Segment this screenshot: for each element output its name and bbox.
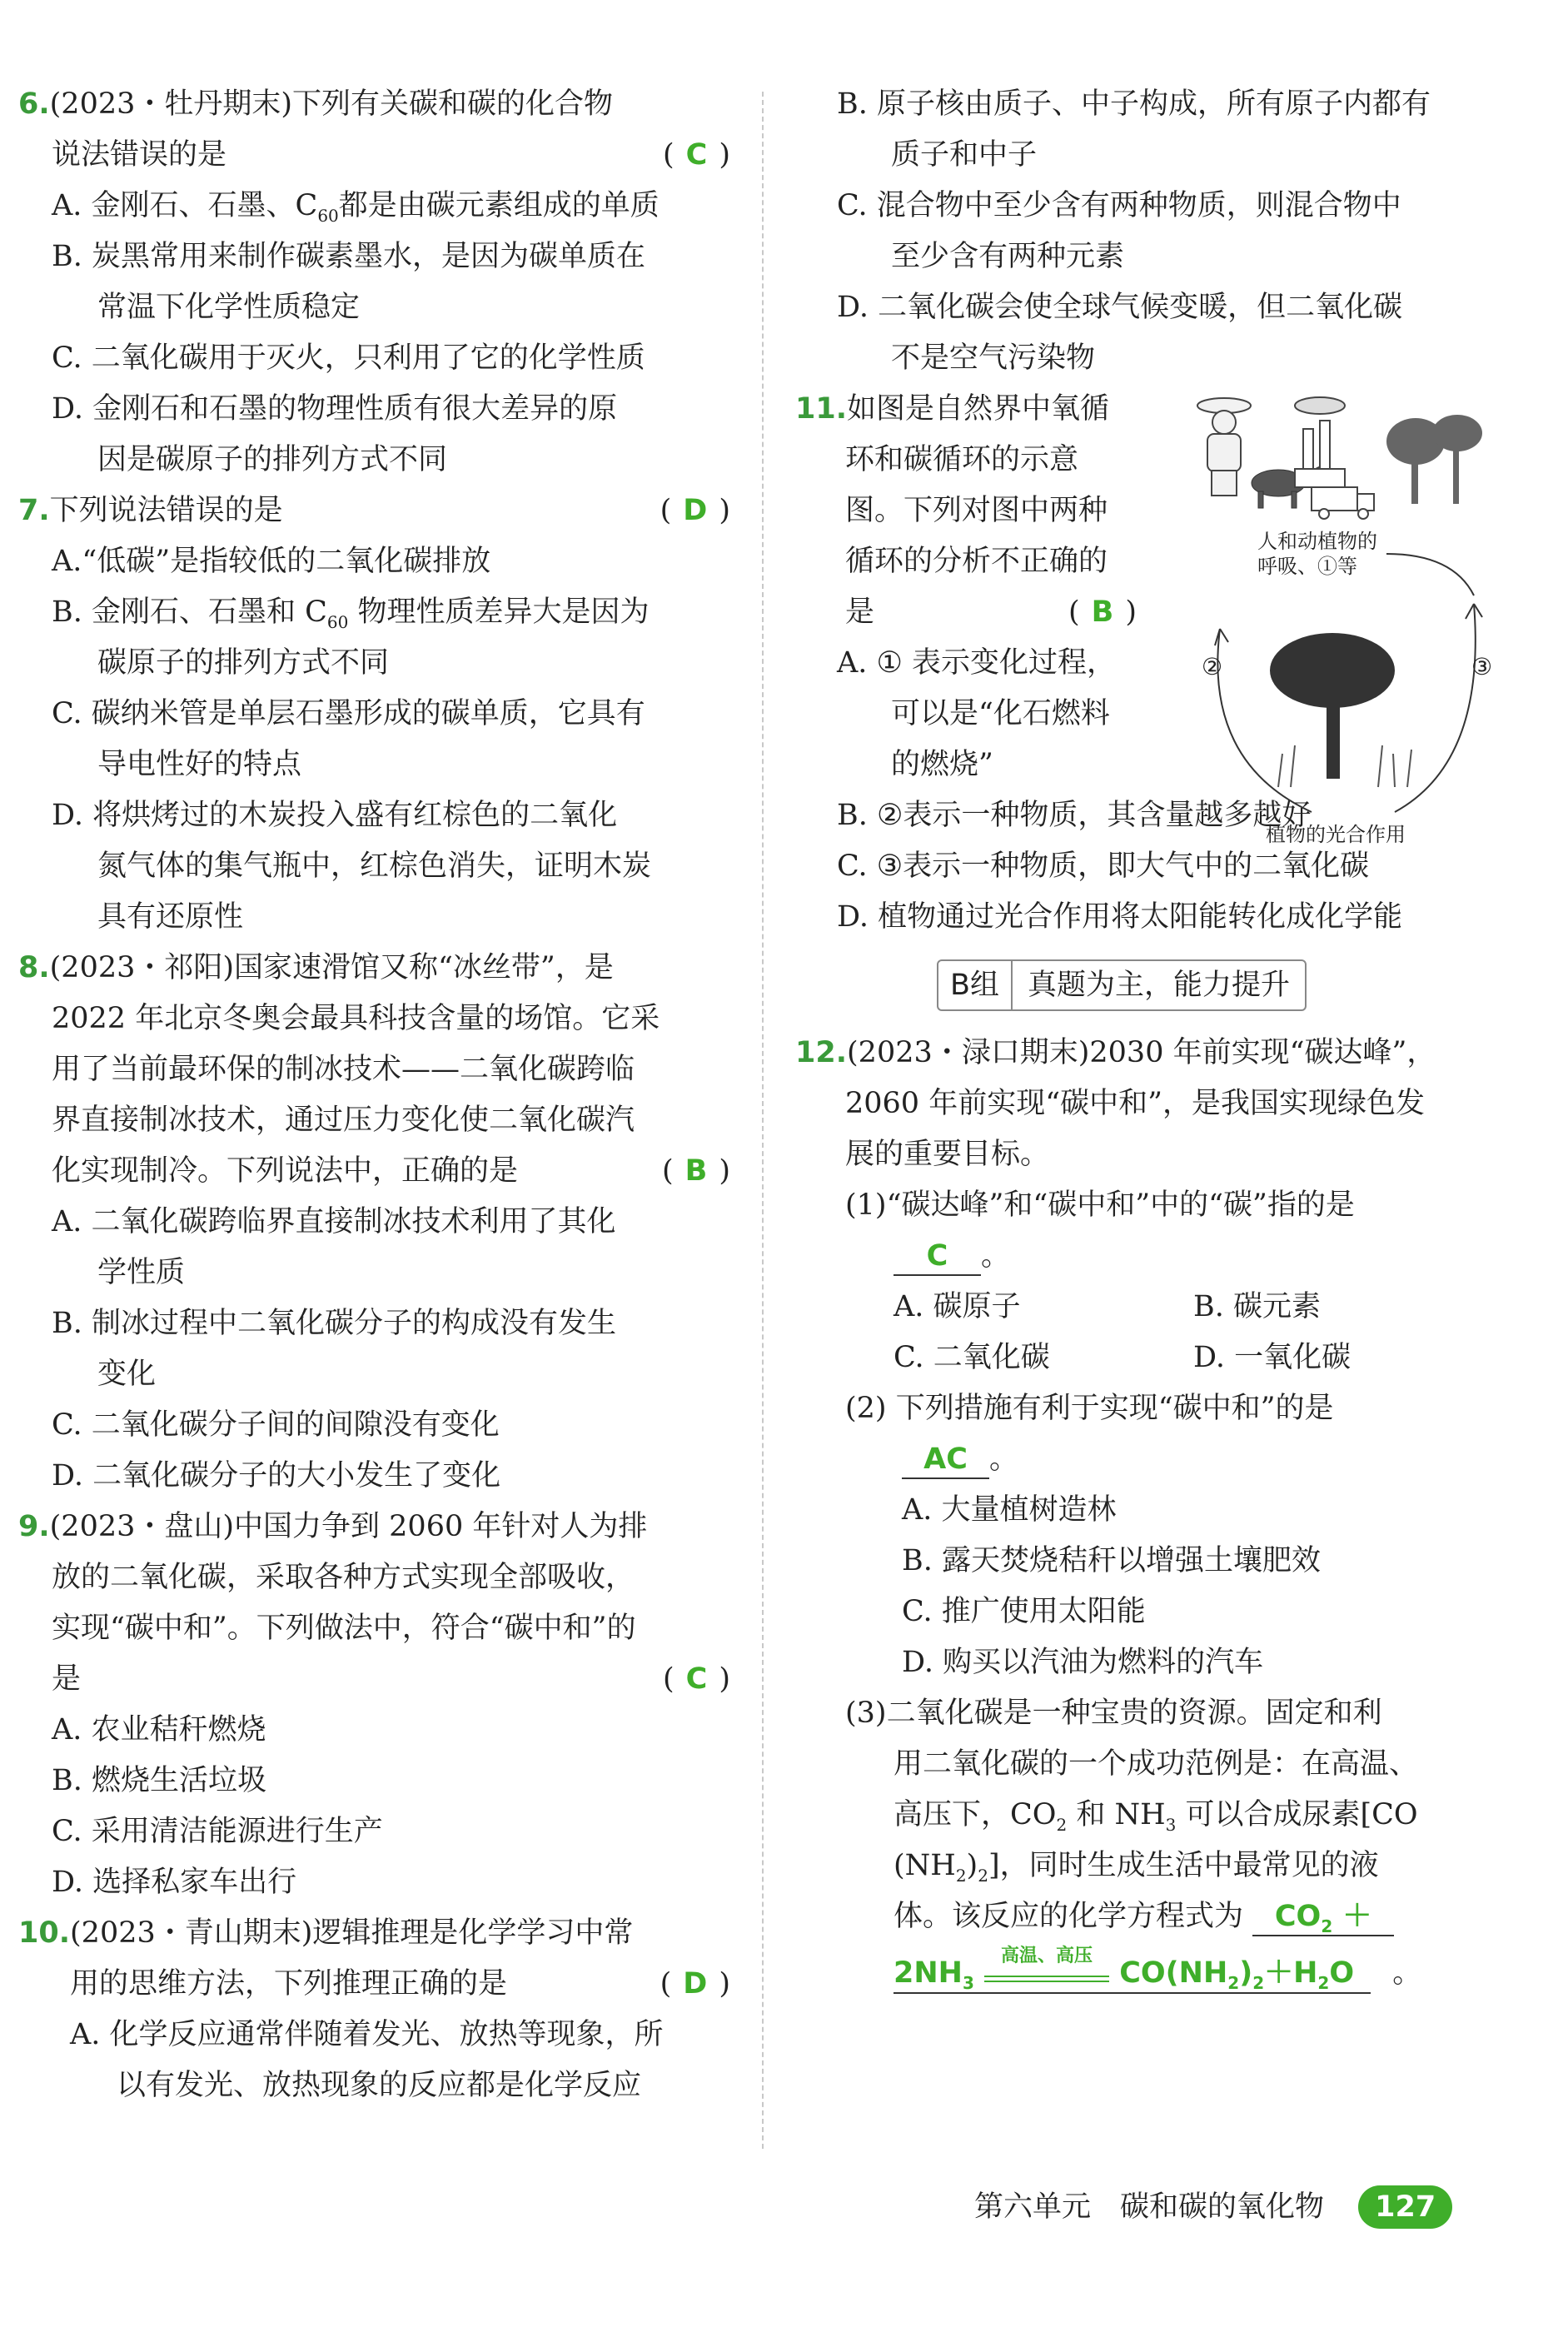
q12-stem-3: 展的重要目标。	[845, 1138, 1050, 1171]
q12-part3-line3: 高压下，$CO_2$ 和 $NH_3$ 可以合成尿素[CO	[894, 1798, 1418, 1835]
section-b-tag: B组	[938, 961, 1013, 1009]
q12-stem-2: 2060 年前实现“碳中和”，是我国实现绿色发	[845, 1087, 1425, 1120]
q8-stem-5: 化实现制冷。下列说法中，正确的是 ( B )	[18, 1146, 730, 1197]
grass-icon	[1278, 745, 1411, 787]
factory-icon	[1295, 397, 1345, 487]
cycle-arrow-right	[1395, 604, 1476, 812]
q7-option-c-cont: 导电性好的特点	[97, 748, 302, 781]
diagram-label-2: ②	[1202, 653, 1223, 680]
oxygen-carbon-cycle-diagram	[1187, 396, 1503, 862]
q12-part3-line1: (3)二氧化碳是一种宝贵的资源。固定和利	[845, 1697, 1382, 1730]
q11-stem-3: 图。下列对图中两种	[845, 494, 1108, 527]
q6-stem: 6.(2023・牡丹期末)下列有关碳和碳的化合物	[18, 87, 614, 121]
q12-stem: 12.(2023・渌口期末)2030 年前实现“碳达峰”，	[795, 1036, 1436, 1069]
arrow-head-left-icon	[1215, 629, 1228, 645]
q11-stem-2: 环和碳循环的示意	[845, 443, 1079, 476]
q12-part3-line2: 用二氧化碳的一个成功范例是：在高温、	[894, 1747, 1419, 1781]
truck-icon	[1312, 487, 1374, 519]
q9-option-b: B. 燃烧生活垃圾	[52, 1764, 266, 1797]
q11-option-c: C. ③表示一种物质，即大气中的二氧化碳	[837, 850, 1370, 883]
q7-option-b-cont: 碳原子的排列方式不同	[97, 646, 390, 680]
chapter-title: 第六单元 碳和碳的氧化物	[974, 2190, 1325, 2224]
equation-arrow	[984, 1946, 1109, 1982]
q12-part3-line5: 体。该反应的化学方程式为 $CO_2$ ＋	[795, 1891, 1503, 1942]
q8-option-b-cont: 变化	[97, 1358, 157, 1391]
q7-option-d: D. 将烘烤过的木炭投入盛有红棕色的二氧化	[52, 799, 618, 832]
q7-option-d-cont: 氮气体的集气瓶中，红棕色消失，证明木炭	[97, 850, 652, 883]
q11-option-a-cont2: 的燃烧”	[891, 748, 993, 781]
q10-stem: 10.(2023・青山期末)逻辑推理是化学学习中常	[18, 1916, 634, 1950]
right-column	[795, 79, 1503, 2001]
q12-part1-options-cd: C. 二氧化碳 D. 一氧化碳	[894, 1341, 1351, 1374]
q12-part2-answer: AC	[902, 1441, 989, 1479]
cycle-arrow-top-right	[1386, 554, 1474, 595]
diagram-label-top-2: 呼吸、①等	[1257, 556, 1357, 578]
q9-option-c: C. 采用清洁能源进行生产	[52, 1815, 383, 1848]
q6-option-c: C. 二氧化碳用于灭火，只利用了它的化学性质	[52, 341, 645, 375]
q10-stem-2: 用的思维方法，下列推理正确的是 ( D )	[18, 1959, 730, 2010]
q12-part2-answer-line: AC 。	[795, 1434, 1503, 1485]
diagram-label-bottom: 植物的光合作用	[1266, 824, 1406, 846]
q11-stem: 11.如图是自然界中氧循	[795, 392, 1110, 426]
q12-part2-option-a: A. 大量植树造林	[902, 1493, 1117, 1527]
q7-option-d-cont2: 具有还原性	[97, 900, 244, 934]
q11-option-d: D. 植物通过光合作用将太阳能转化成化学能	[837, 900, 1403, 934]
q6-option-b: B. 炭黑常用来制作碳素墨水，是因为碳单质在	[52, 240, 645, 273]
q9-stem-2: 放的二氧化碳，采取各种方式实现全部吸收，	[52, 1561, 635, 1594]
q10-answer: ( D )	[660, 1967, 730, 2001]
q7-stem: 7.下列说法错误的是 ( D )	[18, 486, 730, 536]
q8-stem: 8.(2023・祁阳)国家速滑馆又称“冰丝带”，是	[18, 951, 614, 984]
q9-option-a: A. 农业秸秆燃烧	[52, 1713, 266, 1747]
diagram-label-3: ③	[1471, 653, 1493, 680]
q6-option-b-cont: 常温下化学性质稳定	[97, 291, 361, 324]
q6-option-d: D. 金刚石和石墨的物理性质有很大差异的原	[52, 392, 618, 426]
q8-option-d: D. 二氧化碳分子的大小发生了变化	[52, 1459, 501, 1492]
q6-option-a: A. 金刚石、石墨、$C_{60}$都是由碳元素组成的单质	[52, 189, 660, 226]
q12-part2-option-b: B. 露天焚烧秸秆以增强土壤肥效	[902, 1544, 1321, 1577]
q8-stem-4: 界直接制冰技术，通过压力变化使二氧化碳汽	[52, 1104, 635, 1137]
q7-option-a: A.“低碳”是指较低的二氧化碳排放	[52, 545, 491, 578]
q11-option-a-cont: 可以是“化石燃料	[891, 697, 1110, 730]
q12-equation-start: $CO_2$ ＋	[1252, 1898, 1394, 1936]
q10-option-a: A. 化学反应通常伴随着发光、放热等现象，所	[70, 2018, 664, 2051]
q8-option-a: A. 二氧化碳跨临界直接制冰技术利用了其化	[52, 1205, 616, 1238]
q9-option-d: D. 选择私家车出行	[52, 1866, 297, 1899]
q6-option-d-cont: 因是碳原子的排列方式不同	[97, 443, 448, 476]
q9-stem: 9.(2023・盘山)中国力争到 2060 年针对人为排	[18, 1510, 648, 1543]
section-b-title: 真题为主，能力提升	[1028, 969, 1291, 1002]
forest-icon	[1386, 415, 1482, 504]
q9-answer: ( C )	[663, 1662, 730, 1696]
q12-equation-answer: $2NH_3$ 高温、高压 $CO(NH_2)_2+H_2O$	[894, 1942, 1371, 1994]
q8-option-a-cont: 学性质	[97, 1256, 186, 1289]
page-footer	[974, 2182, 1452, 2232]
q8-stem-3: 用了当前最环保的制冰技术——二氧化碳跨临	[52, 1053, 635, 1086]
q11-option-b: B. ②表示一种物质，其含量越多越好	[837, 799, 1312, 832]
q12-part2-option-d: D. 购买以汽油为燃料的汽车	[902, 1646, 1264, 1679]
page-number: 127	[1358, 2185, 1452, 2229]
q8-stem-2: 2022 年北京冬奥会最具科技含量的场馆。它采	[52, 1002, 660, 1035]
q10-option-b-cont: 质子和中子	[891, 138, 1038, 172]
q12-part3-line4: $(NH_2)_2$]，同时生成生活中最常见的液	[894, 1849, 1379, 1886]
q7-option-c: C. 碳纳米管是单层石墨形成的碳单质，它具有	[52, 697, 645, 730]
section-b-header	[937, 959, 1307, 1011]
q12-equation: $2NH_3$ 高温、高压 $CO(NH_2)_2+H_2O$ 。	[795, 1942, 1503, 2001]
q10-option-c-cont: 至少含有两种元素	[891, 240, 1125, 273]
q7-answer: ( D )	[660, 494, 730, 527]
q6-stem-2: 说法错误的是 ( C )	[18, 130, 730, 181]
q7-option-b: B. 金刚石、石墨和 $C_{60}$ 物理性质差异大是因为	[52, 595, 650, 632]
equation-condition: 高温、高压	[1001, 1946, 1093, 1966]
left-column	[18, 79, 730, 2111]
q10-option-d-cont: 不是空气污染物	[891, 341, 1096, 375]
tree-icon	[1270, 633, 1395, 779]
q12-part2-option-c: C. 推广使用太阳能	[902, 1595, 1146, 1628]
q9-stem-3: 实现“碳中和”。下列做法中，符合“碳中和”的	[52, 1612, 636, 1645]
q10-option-b: B. 原子核由质子、中子构成，所有原子内都有	[837, 87, 1431, 121]
diagram-label-top: 人和动植物的	[1257, 531, 1377, 553]
q12-part1-answer: C	[894, 1238, 981, 1276]
q12-part1-answer-line: C 。	[795, 1231, 1503, 1282]
q8-option-c: C. 二氧化碳分子间的间隙没有变化	[52, 1408, 500, 1442]
person-figure-icon	[1197, 398, 1251, 496]
q11-answer: ( B )	[1068, 595, 1137, 629]
q9-stem-4: 是 ( C )	[18, 1654, 730, 1705]
q8-option-b: B. 制冰过程中二氧化碳分子的构成没有发生	[52, 1307, 616, 1340]
q12-part1-options-ab: A. 碳原子 B. 碳元素	[894, 1290, 1321, 1323]
column-divider	[762, 92, 764, 2149]
q12-part1-stem: (1)“碳达峰”和“碳中和”中的“碳”指的是	[845, 1188, 1355, 1222]
q10-option-a-cont: 以有发光、放热现象的反应都是化学反应	[117, 2069, 642, 2102]
q6-answer: ( C )	[663, 138, 730, 172]
q11-stem-4: 循环的分析不正确的	[845, 545, 1108, 578]
q8-answer: ( B )	[662, 1154, 730, 1188]
q11-stem-5: 是 ( B )	[795, 587, 1137, 638]
q10-option-c: C. 混合物中至少含有两种物质，则混合物中	[837, 189, 1401, 222]
q10-option-d: D. 二氧化碳会使全球气候变暖，但二氧化碳	[837, 291, 1403, 324]
q11-option-a: A. ① 表示变化过程，	[837, 646, 1117, 680]
q12-part2-stem: (2) 下列措施有利于实现“碳中和”的是	[845, 1392, 1334, 1425]
